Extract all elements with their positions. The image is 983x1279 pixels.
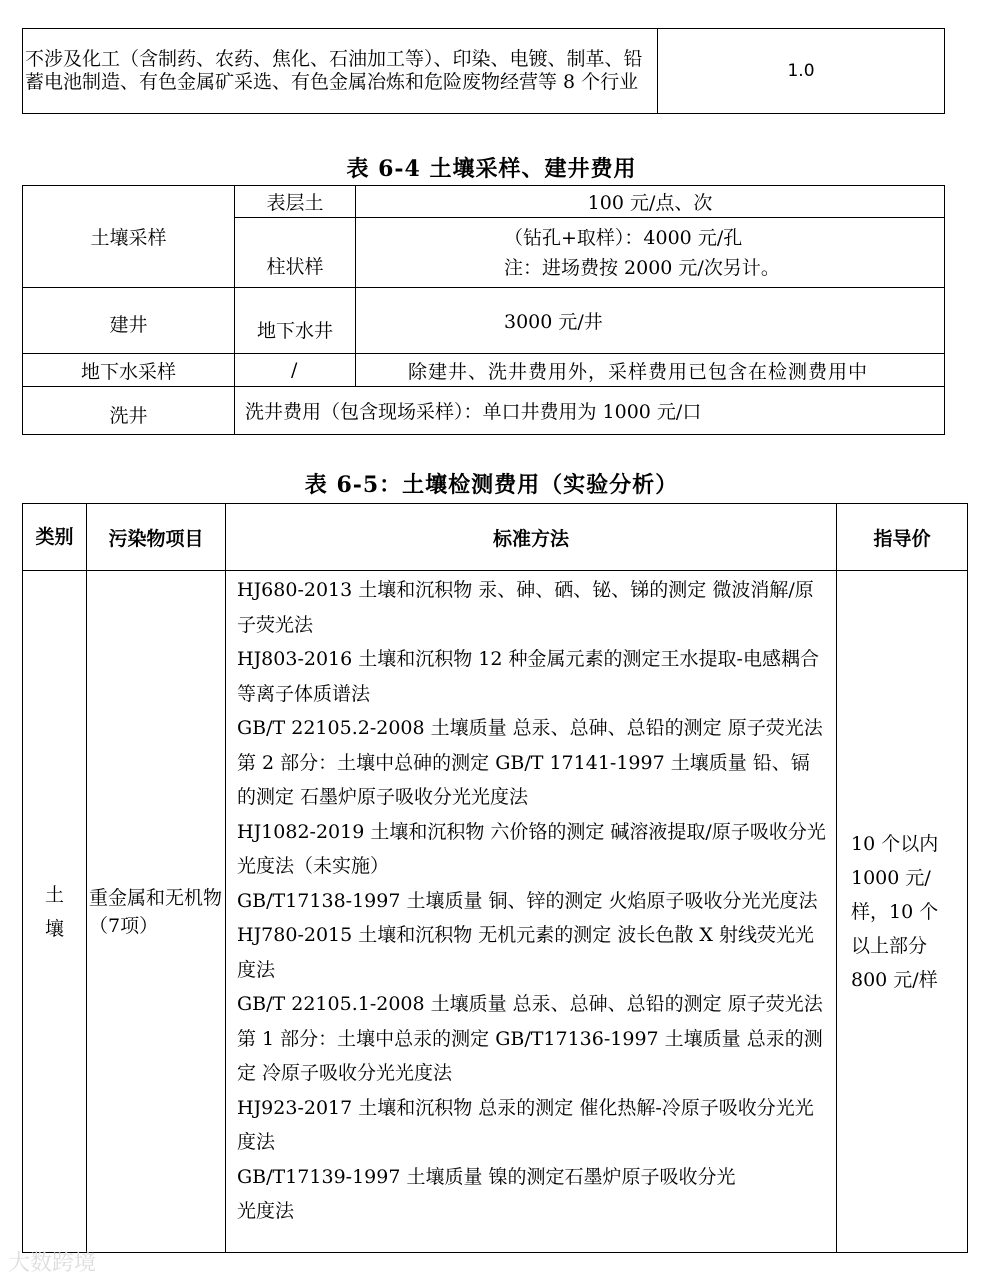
header-pollutant: 污染物项目 xyxy=(87,504,226,571)
column-sample-note: 注：进场费按 2000 元/次另计。 xyxy=(504,256,780,279)
method-item: HJ780-2015 土壤和沉积物 无机元素的测定 波长色散 X 射线荧光光度法 xyxy=(237,924,814,981)
sampling-cost-table xyxy=(22,185,945,435)
column-sample-label: 柱状样 xyxy=(235,218,356,288)
method-item: GB/T 22105.1-2008 土壤质量 总汞、总砷、总铅的测定 原子荧光法第 1 部分：土壤中总汞的测定 GB/T17136-1997 土壤质量 总汞的测定 冷原子吸收分光光度法 xyxy=(237,993,823,1084)
method-item: GB/T17138-1997 土壤质量 铜、锌的测定 火焰原子吸收分光光度法 xyxy=(237,889,818,912)
caption-6-4: 表 6-4 土壤采样、建井费用 xyxy=(346,156,637,182)
well-build-label: 建井 xyxy=(23,288,235,354)
groundwater-well-label: 地下水井 xyxy=(235,288,356,354)
well-wash-note: 洗井费用（包含现场采样）：单口井费用为 1000 元/口 xyxy=(235,387,945,435)
guide-price: 10 个以内 1000 元/样，10 个以上部分 800 元/样 xyxy=(837,571,968,1253)
method-item: HJ1082-2019 土壤和沉积物 六价铬的测定 碱溶液提取/原子吸收分光光度法（未实施） xyxy=(237,820,826,877)
well-wash-label: 洗井 xyxy=(23,387,235,435)
gw-sampling-note: 除建井、洗井费用外，采样费用已包含在检测费用中 xyxy=(356,354,945,387)
soil-category: 土壤 xyxy=(23,571,87,1253)
method-item: GB/T 22105.2-2008 土壤质量 总汞、总砷、总铅的测定 原子荧光法第 2 部分：土壤中总砷的测定 GB/T 17141-1997 土壤质量 铅、镉的测定 石墨炉原子吸收分光光度法 xyxy=(237,717,823,808)
pollutant-item: 重金属和无机物（7项） xyxy=(87,571,226,1253)
industry-value: 1.0 xyxy=(658,29,945,114)
surface-soil-label: 表层土 xyxy=(235,186,356,218)
gw-sampling-slash: / xyxy=(235,354,356,387)
surface-soil-price: 100 元/点、次 xyxy=(356,186,945,218)
method-item: HJ680-2013 土壤和沉积物 汞、砷、硒、铋、锑的测定 微波消解/原子荧光法 xyxy=(237,579,814,636)
column-sample-price: （钻孔+取样）：4000 元/孔 xyxy=(504,226,743,249)
method-item: HJ803-2016 土壤和沉积物 12 种金属元素的测定王水提取-电感耦合等离子体质谱法 xyxy=(237,648,819,705)
header-method: 标准方法 xyxy=(226,504,837,571)
soil-sampling-label: 土壤采样 xyxy=(23,186,235,288)
industry-table xyxy=(22,28,945,114)
soil-testing-table xyxy=(22,503,968,1253)
method-item: GB/T17139-1997 土壤质量 镍的测定石墨炉原子吸收分光光度法 xyxy=(237,1165,736,1222)
watermark: 大数跨境 xyxy=(8,1251,97,1276)
industry-text: 不涉及化工（含制药、农药、焦化、石油加工等）、印染、电镀、制革、铅蓄电池制造、有色金属矿采选、有色金属冶炼和危险废物经营等 8 个行业 xyxy=(23,29,658,114)
method-item: HJ923-2017 土壤和沉积物 总汞的测定 催化热解-冷原子吸收分光光度法 xyxy=(237,1096,814,1153)
well-price: 3000 元/井 xyxy=(356,288,945,354)
caption-6-5: 表 6-5：土壤检测费用（实验分析） xyxy=(304,472,679,498)
header-price: 指导价 xyxy=(837,504,968,571)
gw-sampling-label: 地下水采样 xyxy=(23,354,235,387)
column-sample-cell xyxy=(356,218,945,288)
header-category: 类别 xyxy=(23,504,87,571)
method-list xyxy=(226,571,837,1253)
